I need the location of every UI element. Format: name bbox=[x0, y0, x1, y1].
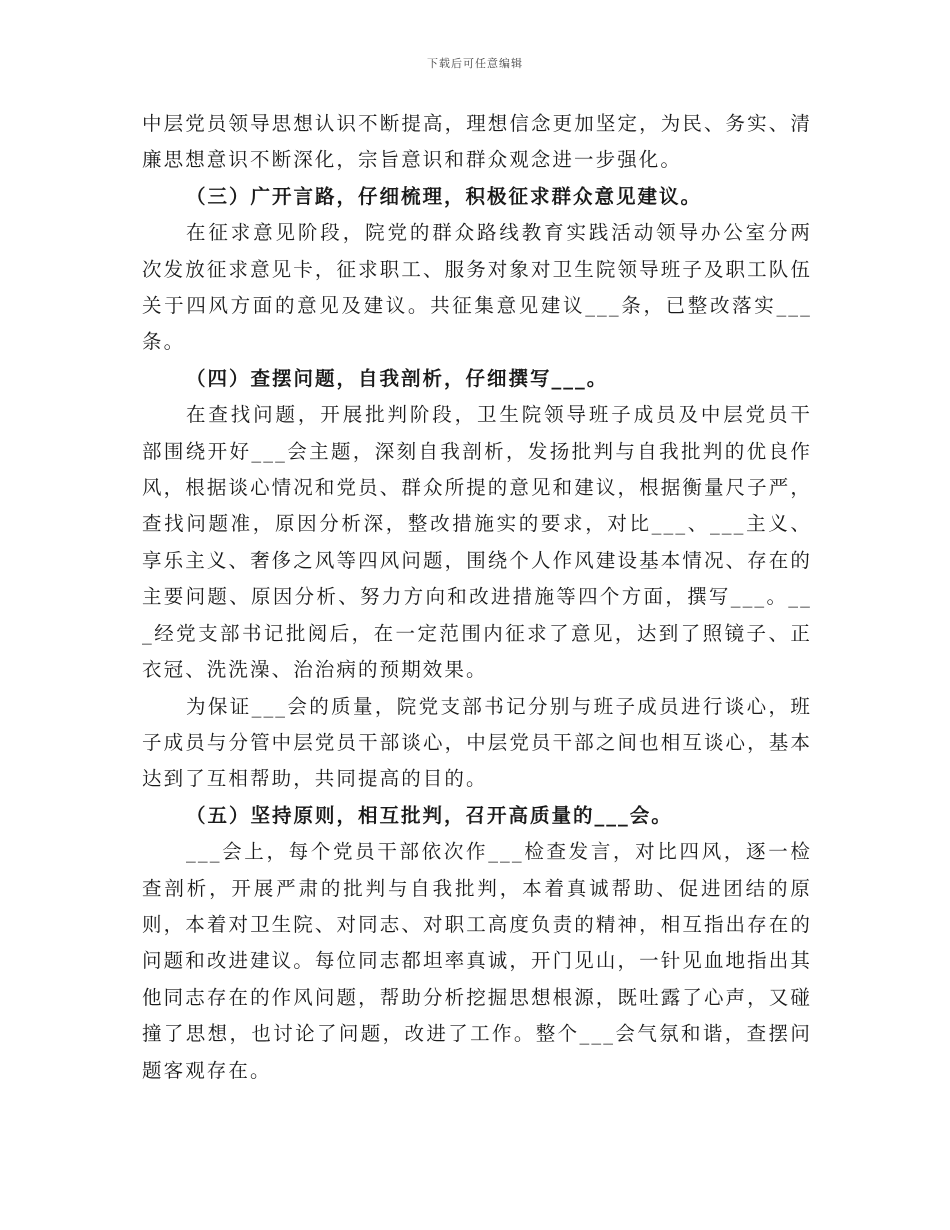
document-body bbox=[142, 106, 812, 1089]
section-heading-3: （三）广开言路，仔细梳理，积极征求群众意见建议。 bbox=[186, 184, 703, 208]
paragraph-continuation: 中层党员领导思想认识不断提高，理想信念更加坚定，为民、务实、清廉思想意识不断深化，宗旨意识和群众观念进一步强化。 bbox=[142, 112, 812, 172]
paragraph-meeting: ___会上，每个党员干部依次作___检查发言，对比四风，逐一检查剖析，开展严肃的批判与自我批判，本着真诚帮助、促进团结的原则，本着对卫生院、对同志、对职工高度负责的精神，相互指出存在的问题和改进建议。每位同志都坦率真诚，开门见山，一针见血地指出其他同志存在的作风问题，帮助分析挖掘思想根源，既吐露了心声，又碰撞了思想，也讨论了问题，改进了工作。整个___会气氛和谐，查摆问题客观存在。 bbox=[142, 840, 812, 1082]
section-heading-5: （五）坚持原则，相互批判，召开高质量的___会。 bbox=[186, 803, 673, 827]
paragraph-self-analysis: 在查找问题，开展批判阶段，卫生院领导班子成员及中层党员干部围绕开好___会主题，深刻自我剖析，发扬批判与自我批判的优良作风，根据谈心情况和党员、群众所提的意见和建议，根据衡量尺子严，查找问题准，原因分析深，整改措施实的要求，对比___、___主义、享乐主义、奢侈之风等四风问题，围绕个人作风建设基本情况、存在的主要问题、原因分析、努力方向和改进措施等四个方面，撰写___。___经党支部书记批阅后，在一定范围内征求了意见，达到了照镜子、正衣冠、洗洗澡、治治病的预期效果。 bbox=[142, 403, 812, 682]
paragraph-feedback-collection: 在征求意见阶段，院党的群众路线教育实践活动领导办公室分两次发放征求意见卡，征求职工、服务对象对卫生院领导班子及职工队伍关于四风方面的意见及建议。共征集意见建议___条，已整改落实___条。 bbox=[142, 221, 812, 354]
section-heading-4: （四）查摆问题，自我剖析，仔细撰写___。 bbox=[186, 366, 609, 390]
download-edit-note: 下载后可任意编辑 bbox=[427, 57, 523, 70]
paragraph-heart-to-heart: 为保证___会的质量，院党支部书记分别与班子成员进行谈心，班子成员与分管中层党员干部谈心，中层党员干部之间也相互谈心，基本达到了互相帮助，共同提高的目的。 bbox=[142, 694, 812, 791]
